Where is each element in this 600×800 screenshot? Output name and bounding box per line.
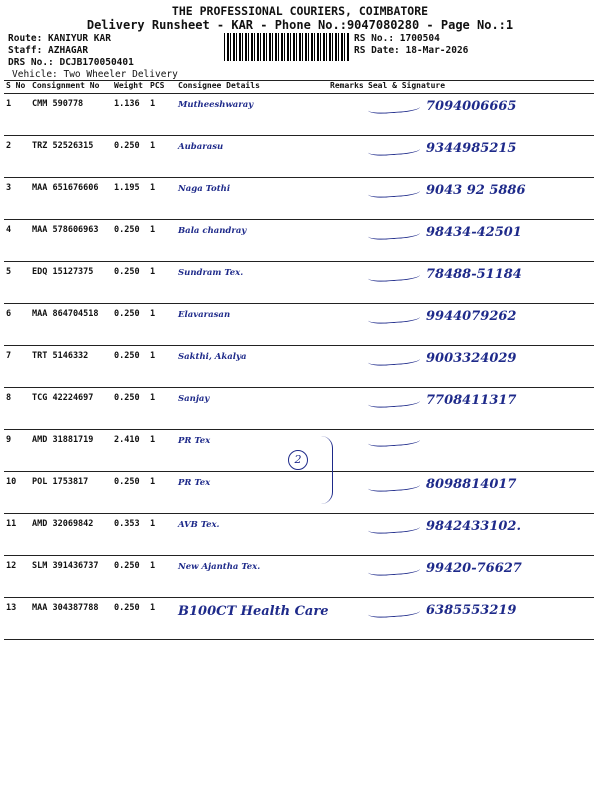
seal-cell [366, 514, 594, 556]
weight-cell: 1.195 [112, 178, 148, 220]
weight-cell: 1.136 [112, 94, 148, 136]
remarks-cell [328, 430, 366, 472]
route-label: Route: KANIYUR KAR [8, 33, 111, 44]
col-seal-signature: Seal & Signature [366, 81, 594, 94]
phone-number: 99420-76627 [426, 561, 522, 576]
remarks-cell [328, 514, 366, 556]
consignee-cell: B100CT Health Care [176, 598, 328, 640]
consignee-cell: Sakthi, Akalya [176, 346, 328, 388]
table-row [4, 220, 594, 262]
drs-number: DRS No.: DCJB170050401 [8, 57, 134, 68]
consignment-cell: TRZ 52526315 [30, 136, 112, 178]
col-sno: S No [4, 81, 30, 94]
table-row [4, 262, 594, 304]
table-row [4, 304, 594, 346]
sno-cell: 9 [4, 430, 30, 472]
table-row [4, 472, 594, 514]
weight-cell: 2.410 [112, 430, 148, 472]
consignee-cell: AVB Tex. [176, 514, 328, 556]
weight-cell: 0.250 [112, 556, 148, 598]
sno-cell: 4 [4, 220, 30, 262]
seal-cell [366, 262, 594, 304]
seal-cell [366, 556, 594, 598]
seal-cell [366, 220, 594, 262]
sno-cell: 10 [4, 472, 30, 514]
runsheet-table [4, 80, 594, 640]
table-row [4, 556, 594, 598]
pcs-cell: 1 [148, 388, 176, 430]
vehicle-label: Vehicle: Two Wheeler Delivery [12, 69, 178, 80]
remarks-cell [328, 346, 366, 388]
consignee-cell: Sanjay [176, 388, 328, 430]
pcs-cell: 1 [148, 304, 176, 346]
consignment-cell: AMD 31881719 [30, 430, 112, 472]
sno-cell: 11 [4, 514, 30, 556]
barcode [224, 33, 350, 61]
signature-mark [368, 433, 421, 448]
pcs-cell: 1 [148, 598, 176, 640]
consignment-cell: MAA 578606963 [30, 220, 112, 262]
company-title: THE PROFESSIONAL COURIERS, COIMBATORE [171, 4, 429, 18]
remarks-cell [328, 556, 366, 598]
sno-cell: 7 [4, 346, 30, 388]
seal-cell [366, 598, 594, 640]
consignee-cell: Mutheeshwaray [176, 94, 328, 136]
consignee-cell: New Ajantha Tex. [176, 556, 328, 598]
consignment-cell: TRT 5146332 [30, 346, 112, 388]
remarks-cell [328, 388, 366, 430]
rs-number: RS No.: 1700504 [354, 33, 440, 44]
consignee-cell: PR Tex [176, 472, 328, 514]
remarks-cell [328, 94, 366, 136]
phone-number: 6385553219 [426, 603, 517, 618]
consignment-cell: MAA 864704518 [30, 304, 112, 346]
remarks-cell [328, 472, 366, 514]
phone-number: 9344985215 [426, 141, 517, 156]
seal-cell [366, 388, 594, 430]
weight-cell: 0.250 [112, 220, 148, 262]
remarks-cell [328, 178, 366, 220]
consignee-cell: Sundram Tex. [176, 262, 328, 304]
signature-mark [368, 562, 421, 577]
col-weight: Weight [112, 81, 148, 94]
seal-cell [366, 430, 594, 472]
pcs-cell: 1 [148, 136, 176, 178]
signature-mark [368, 100, 421, 115]
pcs-cell: 1 [148, 94, 176, 136]
pcs-cell: 1 [148, 514, 176, 556]
phone-number: 7094006665 [426, 99, 517, 114]
table-row [4, 388, 594, 430]
consignee-cell: Naga Tothi [176, 178, 328, 220]
sno-cell: 2 [4, 136, 30, 178]
sno-cell: 12 [4, 556, 30, 598]
table-row [4, 514, 594, 556]
phone-number: 9003324029 [426, 351, 517, 366]
signature-mark [368, 226, 421, 241]
consignment-cell: POL 1753817 [30, 472, 112, 514]
sno-cell: 3 [4, 178, 30, 220]
consignment-cell: TCG 42224697 [30, 388, 112, 430]
staff-label: Staff: AZHAGAR [8, 45, 89, 56]
signature-mark [368, 268, 421, 283]
consignee-cell: Aubarasu [176, 136, 328, 178]
rs-date: RS Date: 18-Mar-2026 [354, 45, 469, 56]
weight-cell: 0.250 [112, 136, 148, 178]
consignment-cell: MAA 304387788 [30, 598, 112, 640]
weight-cell: 0.250 [112, 598, 148, 640]
consignee-cell: PR Tex [176, 430, 328, 472]
remarks-cell [328, 304, 366, 346]
consignee-cell: Elavarasan [176, 304, 328, 346]
consignment-cell: AMD 32069842 [30, 514, 112, 556]
phone-number: 7708411317 [426, 393, 517, 408]
seal-cell [366, 472, 594, 514]
phone-number: 9043 92 5886 [426, 183, 526, 198]
pcs-cell: 1 [148, 220, 176, 262]
seal-cell [366, 304, 594, 346]
col-consignee-details: Consignee Details [176, 81, 328, 94]
signature-mark [368, 604, 421, 619]
consignment-cell: EDQ 15127375 [30, 262, 112, 304]
signature-mark [368, 478, 421, 493]
weight-cell: 0.250 [112, 388, 148, 430]
consignee-cell: Bala chandray [176, 220, 328, 262]
phone-number: 9842433102. [426, 519, 521, 534]
sno-cell: 6 [4, 304, 30, 346]
sno-cell: 1 [4, 94, 30, 136]
seal-cell [366, 94, 594, 136]
signature-mark [368, 184, 421, 199]
seal-cell [366, 136, 594, 178]
consignment-cell: CMM 590778 [30, 94, 112, 136]
consignment-cell: MAA 651676606 [30, 178, 112, 220]
weight-cell: 0.353 [112, 514, 148, 556]
phone-number: 78488-51184 [426, 267, 522, 282]
weight-cell: 0.250 [112, 472, 148, 514]
remarks-cell [328, 220, 366, 262]
table-header-row [4, 81, 594, 94]
table-row [4, 136, 594, 178]
pcs-cell: 1 [148, 556, 176, 598]
sno-cell: 5 [4, 262, 30, 304]
table-row [4, 178, 594, 220]
signature-mark [368, 310, 421, 325]
circled-count: 2 [288, 450, 308, 470]
weight-cell: 0.250 [112, 304, 148, 346]
bracket-mark [318, 436, 333, 504]
col-pcs: PCS [148, 81, 176, 94]
sno-cell: 8 [4, 388, 30, 430]
pcs-cell: 1 [148, 178, 176, 220]
weight-cell: 0.250 [112, 346, 148, 388]
seal-cell [366, 346, 594, 388]
consignment-cell: SLM 391436737 [30, 556, 112, 598]
signature-mark [368, 520, 421, 535]
phone-number: 98434-42501 [426, 225, 522, 240]
pcs-cell: 1 [148, 346, 176, 388]
runsheet-subtitle: Delivery Runsheet - KAR - Phone No.:9047080280 - Page No.:1 [86, 18, 514, 32]
col-remarks: Remarks [328, 81, 366, 94]
weight-cell: 0.250 [112, 262, 148, 304]
phone-number: 9944079262 [426, 309, 517, 324]
remarks-cell [328, 136, 366, 178]
pcs-cell: 1 [148, 262, 176, 304]
remarks-cell [328, 262, 366, 304]
signature-mark [368, 394, 421, 409]
table-row [4, 94, 594, 136]
pcs-cell: 1 [148, 472, 176, 514]
table-row [4, 346, 594, 388]
signature-mark [368, 142, 421, 157]
phone-number: 8098814017 [426, 477, 517, 492]
table-row [4, 598, 594, 640]
col-consignment: Consignment No [30, 81, 112, 94]
pcs-cell: 1 [148, 430, 176, 472]
seal-cell [366, 178, 594, 220]
sno-cell: 13 [4, 598, 30, 640]
remarks-cell [328, 598, 366, 640]
signature-mark [368, 352, 421, 367]
